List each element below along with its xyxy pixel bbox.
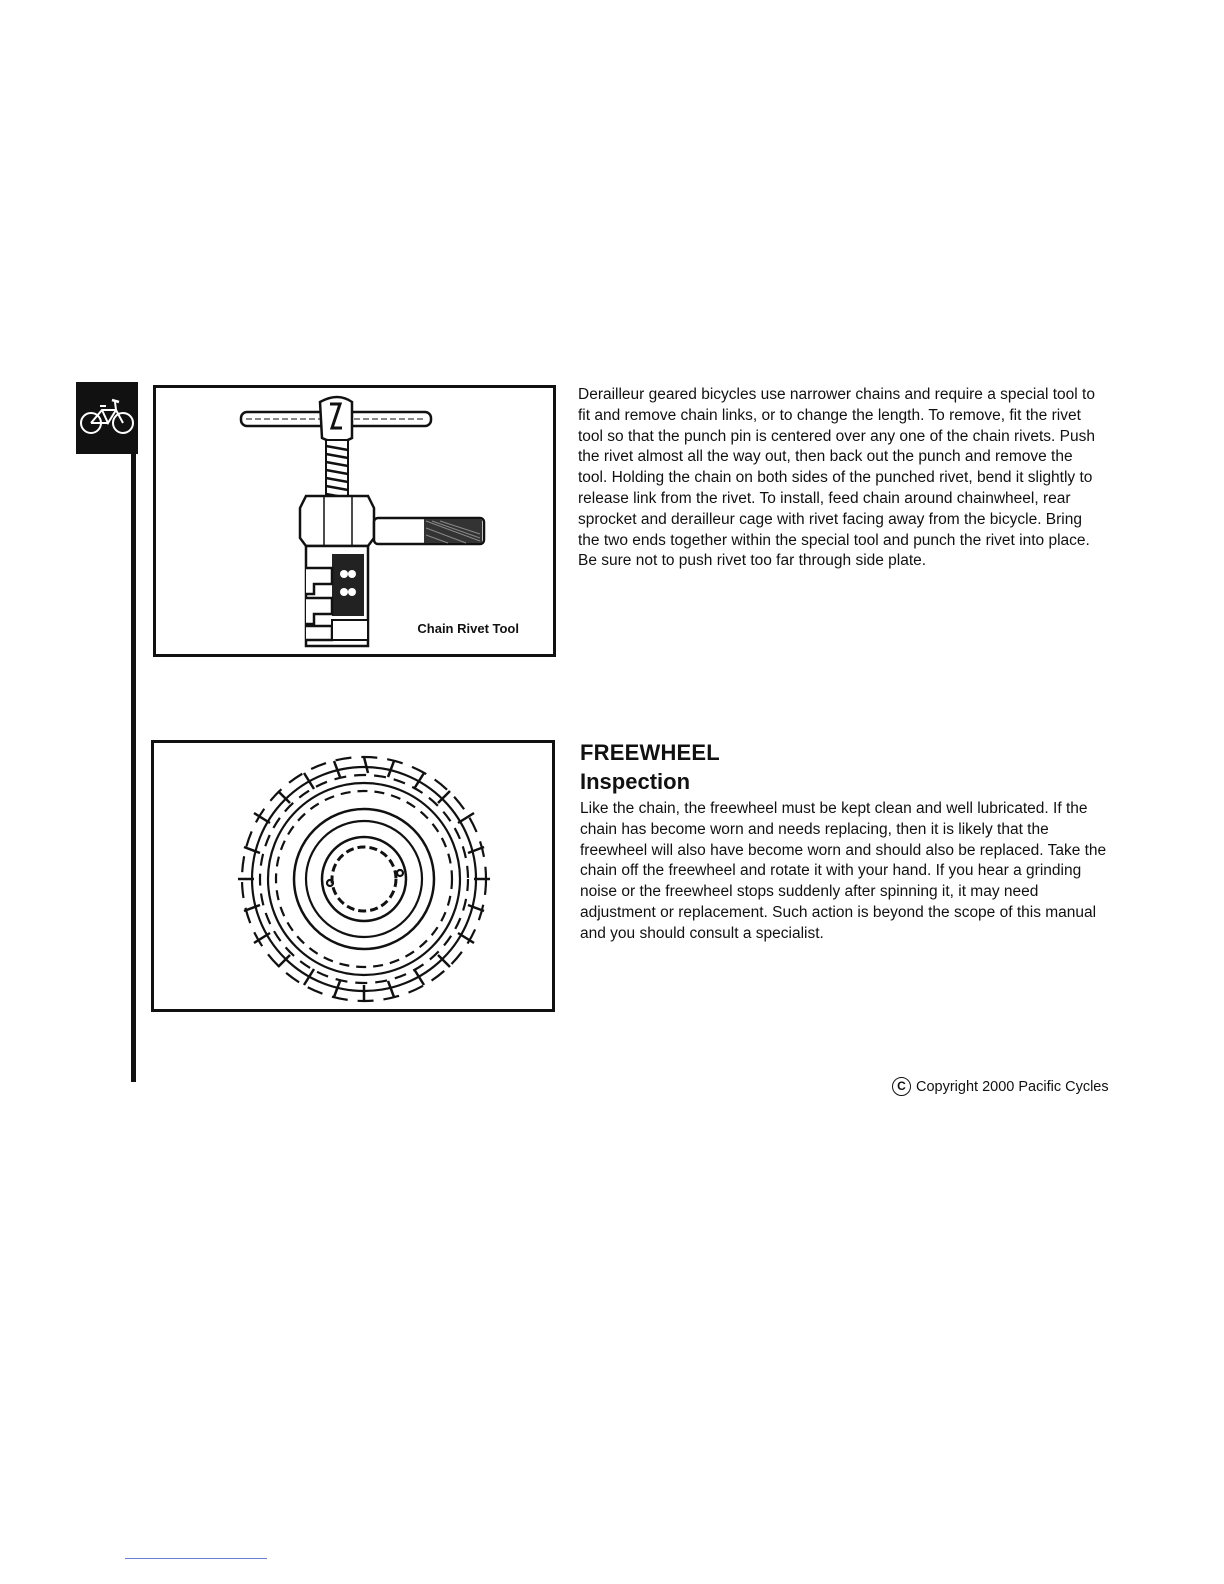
figure-caption: Chain Rivet Tool	[417, 621, 519, 636]
freewheel-inspection-text: Like the chain, the freewheel must be kept clean and well lubricated. If the chain has become worn and needs replacing, then it is likely that the freewheel will also have become worn and should also be replaced. Take the chain off the freewheel and rotate it with your hand. If you hear a grinding noise or the freewheel stops suddenly after spinning it, it may need adjustment or replacement. Such action is beyond the scope of this manual and you should consult a specialist.	[580, 800, 1107, 942]
page-underline	[125, 1558, 267, 1559]
chain-rivet-instructions: Derailleur geared bicycles use narrower chains and require a special tool to fit and remove chain links, or to change the length. To remove, fit the rivet tool so that the punch pin is centered over any one of the chain rivets. Push the rivet almost all the way out, then back out the punch and remove the tool. Holding the chain on both sides of the punched rivet, bend it slightly to release link from the rivet. To install, feed chain around chainwheel, rear sprocket and derailleur cage with rivet facing away from the bicycle. Bring the two ends together within the special tool and punch the rivet into place. Be sure not to push rivet too far through side plate.	[578, 386, 1095, 570]
section-tab	[76, 382, 138, 454]
copyright-notice	[892, 1077, 1109, 1096]
side-rule	[131, 454, 136, 1082]
section-title: FREEWHEEL	[580, 740, 720, 765]
copyright-icon: C	[892, 1077, 911, 1096]
chain-rivet-tool-figure	[153, 385, 556, 657]
copyright-text: Copyright 2000 Pacific Cycles	[916, 1078, 1109, 1095]
freewheel-figure	[151, 740, 555, 1012]
bicycle-icon	[78, 394, 136, 443]
section-subtitle: Inspection	[580, 769, 691, 794]
chain-rivet-tool-illustration	[156, 388, 553, 654]
freewheel-section	[580, 739, 1110, 945]
freewheel-illustration	[154, 743, 552, 1009]
